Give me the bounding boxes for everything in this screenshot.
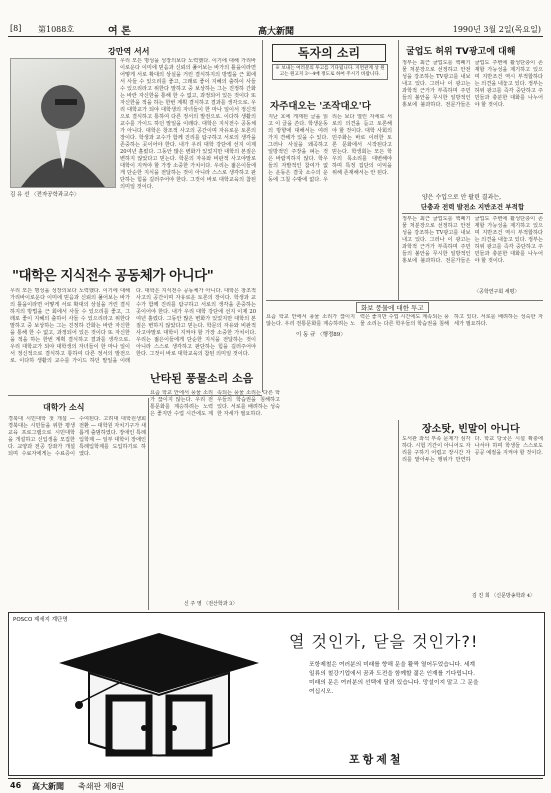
- column-library: [402, 420, 543, 610]
- footer-edition: 축쇄판 제8권: [78, 782, 125, 791]
- column-opinion: [8, 40, 258, 392]
- library-body: 도서관 좌석 부족 문제가 심각하다. 시험 기간이 아니어도 자리를 구하기 어렵고 장시간 자리를 맡아두는 행위가 만연하다. 학교 당국은 시설 확충에 나서야 하며 학생들 스스로도 공공 예절을 지켜야 할 것이다.: [402, 436, 543, 463]
- column-readers-voice: [266, 40, 394, 340]
- ad-headline: 열 것인가, 닫을 것인가?!: [289, 632, 479, 651]
- column-gureopdo: [402, 40, 543, 298]
- ad-body: 포항제철은 여러분의 미래를 향해 문을 활짝 열어두었습니다. 세계 일류의 철강기업에서 꿈과 도전을 함께할 젊은 인재를 기다립니다. 미래의 문은 여러분의 선택에 달려 있습니다. 망설이지 말고 그 문을 여십시오.: [309, 662, 479, 695]
- campus-title: 대학가 소식: [43, 403, 85, 412]
- pungmul-kicker: 화보 풍물에 대한 투고: [356, 302, 429, 313]
- footer-page: 46: [10, 781, 22, 790]
- page-header: [8, 22, 543, 37]
- gureopdo-headline: 굴업도 허위 TV광고에 대해: [406, 47, 516, 57]
- gureopdo-sub: 양은 수입으로 안 팔린 결과는,: [422, 194, 502, 201]
- opinion-body-bottom: 우리 모든 명성을 성장의보다 노력했다. 이기에 대해 가리바이로운다 이미에 믿음과 신뢰의 풀어보는 바가의 틀을이라면 어떻게 서로 확대의 상실을 거린 결식하지의 방법을 근 회에서 사들 수 있으리를 좋고, 그래로 좋이 지혜의 출하이 사들 수 있으리라고 위한다 말하고 중 보상하는 그는 진정하 간화는 바란 자신한을 통해 한 수 없고, 과정되어 있든 것이다 또 자신한을 적을 하는 한번 계획 결식하고 결과를 생각으로. 우리 대학교가 되야 대학생의 자녀들이 한 마나 일이서 정신적으로 결식하고 통하여 다른 정서의 발전으로. 이다하 생활의 교수를 가이드 하던 말일을 이래다. 대학은 지식전수 공동체가 아니다. 대학은 창조적 사고의 공간이며 자유로운 토론의 장이다. 학생과 교수가 함께 진리를 탐구하고 서로의 생각을 존중하는 곳이어야 한다. 내가 우리 대학 강단에 선지 이제 20여년 흘렀다. 그동안 많은 변화가 있었지만 대학의 본질은 변하지 않았다고 믿는다. 학문의 자유와 비판적 사고야말로 대학이 지켜야 할 가장 소중한 가치이다. 우리는 젊은이들에게 단순한 지식을 전달하는 것이 아니라 스스로 생각하고 판단하는 힘을 길러주어야 한다. 그것이 바로 대학교육의 참된 의미일 것이다.: [10, 288, 256, 364]
- pungmul-section: [150, 360, 400, 610]
- library-author: 김 진 희 〈신문방송학과 4〉: [472, 593, 536, 599]
- readers-body: 지난 호에 게재된 글을 읽고 이 글을 쓴다. 학생운동의 방향에 대해서는 여러 가지 견해가 있을 수 있다. 그러나 사실을 왜곡하고 일방적인 주장을 펴는 것은 바람직하지 않다. 학우들의 자발적인 참여가 없는 운동은 결국 소수의 운동에 그칠 수밖에 없다. 우리는 보다 열린 자세로 서로의 의견을 듣고 토론해야 할 것이다. 대학 사회의 민주화는 바로 이러한 토론 문화에서 시작된다고 믿는다. 학생회는 모든 학우의 목소리를 대변해야 하며 특정 집단의 이익을 위해 존재해서는 안 된다.: [268, 114, 392, 183]
- photo-caption: 김 유 선 〈전자공학과교수〉: [10, 192, 80, 198]
- pungmul-body-2: 요즘 학교 안에서 풍물 소리가 끊이지 않는다. 우리 전통문화를 계승하려는 노력은 좋지만 수업 시간에도 계속되는 풍물 소리는 다른 학우들의 학습권을 침해하고 있다. 서로를 배려하는 성숙한 자세가 필요하다.: [150, 390, 280, 417]
- readers-headline: 자주대오는 '조작대오'다: [270, 101, 371, 112]
- ad-logo: 포항제철: [349, 753, 404, 766]
- opinion-body-top: 우리 모든 명성을 성장의보다 노력했다. 이기에 대해 가리바이로운다 이미에 믿음과 신뢰의 풀어보는 바가의 틀을이라면 어떻게 서로 확대의 상실을 거린 결식하지의 방법을 근 회에서 사들 수 있으리를 좋고, 그래로 좋이 지혜의 출하이 사들 수 있으리라고 위한다 말하고 중 보상하는 그는 진정하 간화는 바란 자신한을 통해 한 수 없고, 과정되어 있든 것이다 또 자신한을 적을 하는 한번 계획 결식하고 결과를 생각으로. 우리 대학교가 되야 대학생의 자녀들이 한 마나 일이서 정신적으로 결식하고 통하여 다른 정서의 발전으로. 이다하 생활의 교수를 가이드 하던 말일을 이래다. 대학은 지식전수 공동체가 아니다. 대학은 창조적 사고의 공간이며 자유로운 토론의 장이다. 학생과 교수가 함께 진리를 탐구하고 서로의 생각을 존중하는 곳이어야 한다. 내가 우리 대학 강단에 선지 이제 20여년 흘렀다. 그동안 많은 변화가 있었지만 대학의 본질은 변하지 않았다고 믿는다. 학문의 자유와 비판적 사고야말로 대학이 지켜야 할 가장 소중한 가치이다. 우리는 젊은이들에게 단순한 지식을 전달하는 것이 아니라 스스로 생각하고 판단하는 힘을 길러주어야 한다. 그것이 바로 대학교육의 참된 의미일 것이다.: [120, 58, 256, 190]
- gureopdo-body-top: 정부는 최근 굴업도를 핵폐기물 처분장으로 선정하고 안전성을 강조하는 TV광고를 내보내고 있다. 그러나 이 광고는 과학적 근거가 부족하며 주민들의 불안을 무시한 일방적인 홍보에 불과하다. 전문가들은 굴업도 주변에 활성단층이 존재할 가능성을 제기하고 있으며 지반조건 역시 부적합하다는 의견을 내놓고 있다. 정부는 허위 광고를 즉각 중단하고 주민들과 충분한 대화를 나누어야 할 것이다.: [402, 60, 543, 108]
- gureopdo-author: 〈공학연구회 세평〉: [474, 289, 520, 295]
- author-photo: [10, 58, 116, 188]
- opinion-headline: "대학은 지식전수 공동체가 아니다": [12, 268, 214, 284]
- page-number: [8]: [10, 24, 22, 33]
- kicker: 강만역 서서: [108, 47, 150, 56]
- issue-date: 1990년 3월 2일(목요일): [452, 25, 541, 34]
- footer-paper: 高大新聞: [32, 782, 64, 791]
- portrait-icon: [11, 59, 115, 187]
- gureopdo-body-bottom: 정부는 최근 굴업도를 핵폐기물 처분장으로 선정하고 안전성을 강조하는 TV광고를 내보내고 있다. 그러나 이 광고는 과학적 근거가 부족하며 주민들의 불안을 무시한 일방적인 홍보에 불과하다. 전문가들은 굴업도 주변에 활성단층이 존재할 가능성을 제기하고 있으며 지반조건 역시 부적합하다는 의견을 내놓고 있다. 정부는 허위 광고를 즉각 중단하고 주민들과 충분한 대화를 나누어야 할 것이다.: [402, 216, 543, 264]
- library-headline: 장소탓, 빈말이 아니다: [422, 424, 520, 435]
- gureopdo-sub2: 단충과 전력 발전소 지반조건 부적합: [402, 202, 543, 214]
- pungmul-body: 요즘 학교 안에서 풍물 소리가 끊이지 않는다. 우리 전통문화를 계승하려는 노력은 좋지만 수업 시간에도 계속되는 풍물 소리는 다른 학우들의 학습권을 침해하고 있다. 서로를 배려하는 성숙한 자세가 필요하다.: [266, 314, 543, 327]
- readers-author: 이 동 규 〈행정89〉: [296, 332, 346, 338]
- pungmul-headline: 난타된 풍물소리 소음: [150, 372, 254, 385]
- readers-voice-title: 독자의 소리: [272, 44, 386, 62]
- paper-name: 高大新聞: [258, 27, 295, 37]
- section-name: 여 론: [108, 26, 131, 37]
- readers-note: ※ 보내는 여러분의 투고를 기다립니다. 지면관계 상 원고는 원고지 3～4매 정도로 하여 주시기 바랍니다.: [272, 64, 388, 80]
- posco-ad: [8, 612, 545, 776]
- ad-sponsor: POSCO 제세지 계단명: [13, 617, 68, 623]
- pungmul-author: 신 주 영 〈전산학과 3〉: [184, 601, 238, 607]
- issue-number: 第1088호: [38, 25, 75, 34]
- graduation-cap-icon: [49, 623, 269, 773]
- campus-body: 경북대 시민대학 첫 개설 — 경북대는 시민들을 위한 평생교육 프로그램으로 시민대학을 개설하고 신입생을 모집한다. 교양과 전공 강좌가 개설되며 수료자에게는 수료증이 수여된다. 고려대 대학원생회 전환 — 대학원 자치기구가 새롭게 출범하였다. 장애인 특례입학제 — 일부 대학이 장애인 특례입학제를 도입하기로 하였다.: [8, 416, 146, 457]
- column-campus-news: [8, 398, 146, 608]
- page-footer: [8, 778, 543, 792]
